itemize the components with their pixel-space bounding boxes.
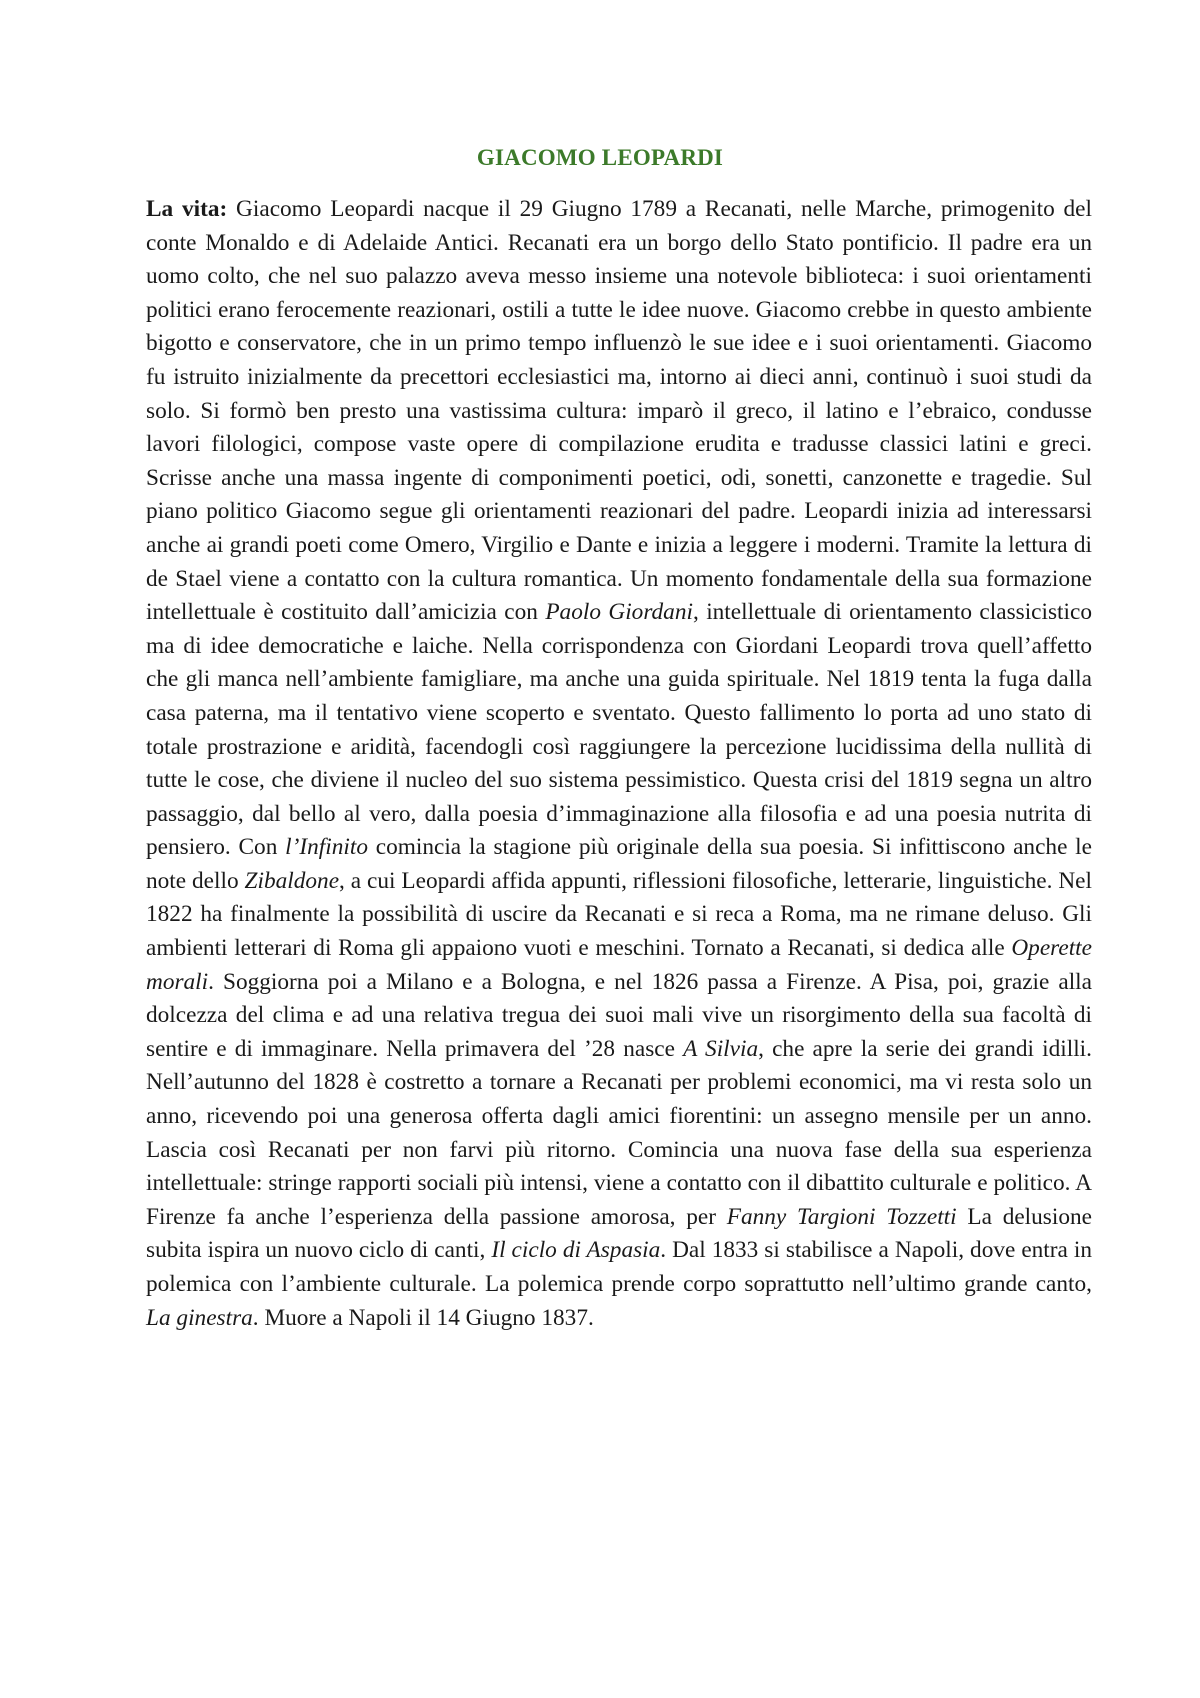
italic-work-title: Operette morali: [146, 935, 1092, 995]
italic-work-title: A Silvia: [683, 1035, 759, 1062]
text-segment: , intellettuale di orientamento classicistico ma di idee democratiche e laiche. Nella corrispondenza con Giordani Leopardi trova quell’affetto che gli manca nell’ambiente famigliare, ma anche una guida spirituale. Nel 1819 tenta la fuga dalla casa paterna, ma il tentativo viene scoperto e sventato. Questo fallimento lo porta ad uno stato di totale prostrazione e aridità, facendogli così raggiungere la percezione lucidissima della nullità di tutte le cose, che diviene il nucleo del suo sistema pessimistico. Questa crisi del 1819 segna un altro passaggio, dal bello al vero, dalla poesia d’immaginazione alla filosofia e ad una poesia nutrita di pensiero. Con: [146, 599, 1092, 861]
text-segment: Giacomo Leopardi nacque il 29 Giugno 1789 a Recanati, nelle Marche, primogenito del conte Monaldo e di Adelaide Antici. Recanati era un borgo dello Stato pontificio. Il padre era un uomo colto, che nel suo palazzo aveva messo insieme una notevole biblioteca: i suoi orientamenti politici erano ferocemente reazionari, ostili a tutte le idee nuove. Giacomo crebbe in questo ambiente bigotto e conservatore, che in un primo tempo influenzò le sue idee e i suoi orientamenti. Giacomo fu istruito inizialmente da precettori ecclesiastici ma, intorno ai dieci anni, continuò i suoi studi da solo. Si formò ben presto una vastissima cultura: imparò il greco, il latino e l’ebraico, condusse lavori filologici, compose vaste opere di compilazione erudita e tradusse classici latini e greci. Scrisse anche una massa ingente di componimenti poetici, odi, sonetti, canzonette e tragedie. Sul piano politico Giacomo segue gli orientamenti reazionari del padre. Leopardi inizia ad interessarsi anche ai grandi poeti come Omero, Virgilio e Dante e inizia a leggere i moderni. Tramite la lettura di de Stael viene a contatto con la cultura romantica. Un momento fondamentale della sua formazione intellettuale è costituito dall’amicizia con: [146, 196, 1092, 626]
italic-name: Fanny Targioni Tozzetti: [726, 1203, 957, 1230]
biography-paragraph: [146, 193, 1092, 1335]
section-label: La vita:: [146, 196, 228, 222]
page-title: GIACOMO LEOPARDI: [476, 145, 724, 170]
text-segment: . Dal 1833 si stabilisce a Napoli, dove entra in polemica con l’ambiente culturale. La polemica prende corpo soprattutto nell’ultimo grande canto,: [146, 1237, 1092, 1297]
text-segment: . Soggiorna poi a Milano e a Bologna, e nel 1826 passa a Firenze. A Pisa, poi, grazie alla dolcezza del clima e ad una relativa tregua dei suoi mali vive un risorgimento della sua facoltà di sentire e di immaginare. Nella primavera del ’28 nasce: [146, 968, 1092, 1062]
text-segment: La delusione subita ispira un nuovo ciclo di canti,: [146, 1203, 1092, 1264]
italic-work-title: Il ciclo di Aspasia: [491, 1237, 661, 1264]
italic-work-title: Zibaldone: [244, 867, 340, 894]
text-segment: , a cui Leopardi affida appunti, riflessioni filosofiche, letterarie, linguistiche. Nel 1822 ha finalmente la possibilità di uscire da Recanati e si reca a Roma, ma ne rimane deluso. Gli ambienti letterari di Roma gli appaiono vuoti e meschini. Tornato a Recanati, si dedica alle: [146, 867, 1092, 962]
italic-name: Paolo Giordani: [545, 599, 693, 626]
italic-work-title: l’Infinito: [285, 834, 368, 861]
text-segment: comincia la stagione più originale della sua poesia. Si infittiscono anche le note dello: [146, 834, 1092, 894]
text-segment: , che apre la serie dei grandi idilli. Nell’autunno del 1828 è costretto a tornare a Recanati per problemi economici, ma vi resta solo un anno, ricevendo poi una generosa offerta dagli amici fiorentini: un assegno mensile per un anno. Lascia così Recanati per non farvi più ritorno. Comincia una nuova fase della sua esperienza intellettuale: stringe rapporti sociali più intensi, viene a contatto con il dibattito culturale e politico. A Firenze fa anche l’esperienza della passione amorosa, per: [146, 1035, 1092, 1230]
italic-work-title: La ginestra: [146, 1304, 253, 1331]
text-segment: . Muore a Napoli il 14 Giugno 1837.: [252, 1304, 594, 1331]
